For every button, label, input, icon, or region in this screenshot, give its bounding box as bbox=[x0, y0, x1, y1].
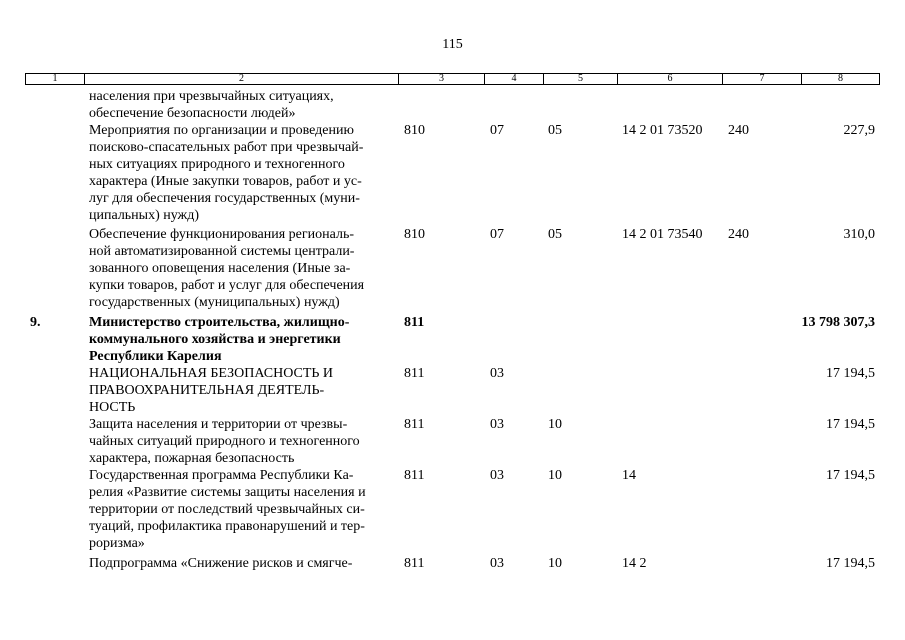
row-col4: 07 bbox=[490, 123, 504, 138]
table-header-row bbox=[25, 73, 880, 85]
row-col7: 240 bbox=[728, 123, 749, 138]
header-cell-4: 4 bbox=[511, 73, 517, 84]
row-col6: 14 2 01 73540 bbox=[622, 227, 703, 242]
header-cell-3: 3 bbox=[439, 73, 444, 84]
header-cell-8: 8 bbox=[838, 73, 843, 84]
row-name: Подпрограмма «Снижение рисков и смягче- bbox=[89, 556, 353, 571]
row-amount: 310,0 bbox=[843, 227, 875, 242]
row-col6: 14 2 01 73520 bbox=[622, 123, 703, 138]
row-number: 9. bbox=[30, 315, 41, 330]
row-name: Мероприятия по организации и проведению поисково-спасательных работ при чрезвычай- ных ситуациях природного и техногенного характера (Иные закупки товаров, работ и ус- луг для обеспечения государственных (муни- ципальных) нужд) bbox=[89, 123, 364, 223]
row-name: НАЦИОНАЛЬНАЯ БЕЗОПАСНОСТЬ И ПРАВООХРАНИТЕЛЬНАЯ ДЕЯТЕЛЬ- НОСТЬ bbox=[89, 366, 334, 415]
header-cell-1: 1 bbox=[52, 73, 58, 84]
row-col4: 03 bbox=[490, 417, 504, 432]
row-amount: 17 194,5 bbox=[826, 366, 875, 381]
row-col5: 10 bbox=[548, 556, 562, 571]
header-cell-5: 5 bbox=[578, 73, 583, 84]
header-cell-7: 7 bbox=[759, 73, 765, 84]
row-col5: 10 bbox=[548, 417, 562, 432]
header-cell-2: 2 bbox=[239, 73, 244, 84]
row-col5: 05 bbox=[548, 123, 562, 138]
row-col5: 05 bbox=[548, 227, 562, 242]
row-col4: 03 bbox=[490, 468, 504, 483]
row-col3: 811 bbox=[404, 417, 425, 432]
row-col5: 10 bbox=[548, 468, 562, 483]
row-amount: 17 194,5 bbox=[826, 556, 875, 571]
row-name: Защита населения и территории от чрезвы- чайных ситуаций природного и техногенного характера, пожарная безопасность bbox=[89, 417, 360, 466]
row-col3: 811 bbox=[404, 366, 425, 381]
row-name: Обеспечение функционирования региональ- ной автоматизированной системы централи- зованного оповещения населения (Иные за- купки товаров, работ и услуг для обеспечения государственных (муниципальных) нужд) bbox=[89, 227, 365, 310]
row-name: Министерство строительства, жилищно- коммунального хозяйства и энергетики Республики Карелия bbox=[89, 315, 350, 364]
row-amount: 17 194,5 bbox=[826, 417, 875, 432]
row-amount: 13 798 307,3 bbox=[801, 315, 875, 330]
row-col3: 811 bbox=[404, 315, 425, 330]
page-number: 115 bbox=[442, 37, 463, 52]
row-col3: 810 bbox=[404, 123, 425, 138]
header-cell-6: 6 bbox=[667, 73, 673, 84]
row-col7: 240 bbox=[728, 227, 749, 242]
row-col6: 14 2 bbox=[622, 556, 647, 571]
row-col4: 03 bbox=[490, 366, 504, 381]
row-col4: 03 bbox=[490, 556, 504, 571]
row-col3: 811 bbox=[404, 468, 425, 483]
row-name: населения при чрезвычайных ситуациях, обеспечение безопасности людей» bbox=[89, 89, 334, 121]
row-col6: 14 bbox=[622, 468, 636, 483]
row-amount: 17 194,5 bbox=[826, 468, 875, 483]
row-name: Государственная программа Республики Ка- релия «Развитие системы защиты населения и территории от последствий чрезвычайных си- туаций, профилактика правонарушений и тер- роризма» bbox=[89, 468, 366, 551]
row-col3: 810 bbox=[404, 227, 425, 242]
row-col4: 07 bbox=[490, 227, 504, 242]
row-amount: 227,9 bbox=[843, 123, 875, 138]
row-col3: 811 bbox=[404, 556, 425, 571]
